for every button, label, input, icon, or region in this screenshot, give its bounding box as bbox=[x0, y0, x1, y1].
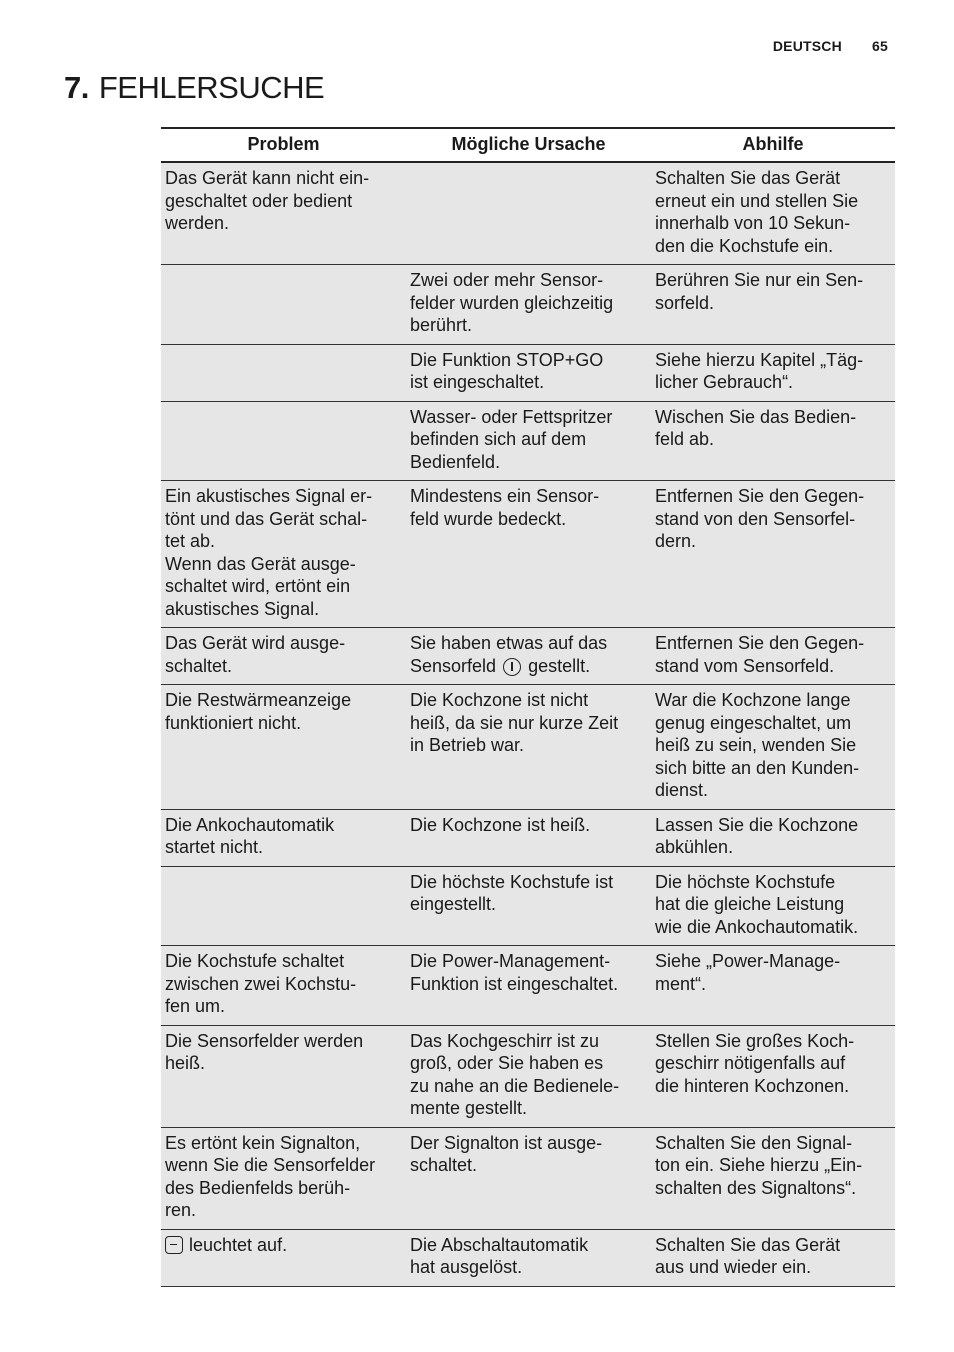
column-header-remedy: Abhilfe bbox=[651, 128, 895, 162]
table-row bbox=[161, 401, 895, 481]
table-row bbox=[161, 809, 895, 866]
cell-problem bbox=[161, 866, 406, 946]
table-row bbox=[161, 344, 895, 401]
cell-cause: Die Kochzone ist nicht heiß, da sie nur kurze Zeit in Betrieb war. bbox=[406, 685, 651, 810]
cell-remedy: Berühren Sie nur ein Sen- sorfeld. bbox=[651, 265, 895, 345]
table-row bbox=[161, 162, 895, 265]
cell-problem: Die Kochstufe schaltet zwischen zwei Kochstu- fen um. bbox=[161, 946, 406, 1026]
cell-cause: Die höchste Kochstufe ist eingestellt. bbox=[406, 866, 651, 946]
cell-cause: Die Kochzone ist heiß. bbox=[406, 809, 651, 866]
column-header-cause: Mögliche Ursache bbox=[406, 128, 651, 162]
cell-cause: Das Kochgeschirr ist zu groß, oder Sie haben es zu nahe an die Bedienele- mente gestellt. bbox=[406, 1025, 651, 1127]
cell-cause bbox=[406, 628, 651, 685]
cell-cause: Die Abschaltautomatik hat ausgelöst. bbox=[406, 1229, 651, 1286]
cause-text-before: Sie haben etwas auf das Sensorfeld bbox=[410, 633, 608, 676]
cell-remedy: Stellen Sie großes Koch- geschirr nötigenfalls auf die hinteren Kochzonen. bbox=[651, 1025, 895, 1127]
cell-problem: Das Gerät wird ausge- schaltet. bbox=[161, 628, 406, 685]
cell-problem bbox=[161, 401, 406, 481]
cell-problem: Ein akustisches Signal er- tönt und das Gerät schal- tet ab. Wenn das Gerät ausge- schaltet wird, ertönt ein akustisches Signal. bbox=[161, 481, 406, 628]
cell-remedy: Schalten Sie das Gerät erneut ein und stellen Sie innerhalb von 10 Sekun- den die Kochstufe ein. bbox=[651, 162, 895, 265]
page-title bbox=[64, 70, 324, 106]
cell-remedy: Entfernen Sie den Gegen- stand von den Sensorfel- dern. bbox=[651, 481, 895, 628]
power-symbol-icon bbox=[503, 658, 521, 676]
cell-problem: Das Gerät kann nicht ein- geschaltet oder bedient werden. bbox=[161, 162, 406, 265]
column-header-problem: Problem bbox=[161, 128, 406, 162]
cell-cause: Mindestens ein Sensor- feld wurde bedeckt. bbox=[406, 481, 651, 628]
page-number: 65 bbox=[872, 38, 888, 54]
cell-cause: Der Signalton ist ausge- schaltet. bbox=[406, 1127, 651, 1229]
cell-cause: Zwei oder mehr Sensor- felder wurden gleichzeitig berührt. bbox=[406, 265, 651, 345]
cell-remedy: Siehe hierzu Kapitel „Täg- licher Gebrauch“. bbox=[651, 344, 895, 401]
cell-remedy: Schalten Sie den Signal- ton ein. Siehe hierzu „Ein- schalten des Signaltons“. bbox=[651, 1127, 895, 1229]
cell-cause: Wasser- oder Fettspritzer befinden sich auf dem Bedienfeld. bbox=[406, 401, 651, 481]
minus-display-icon bbox=[165, 1236, 183, 1254]
table-row bbox=[161, 1127, 895, 1229]
cell-remedy: War die Kochzone lange genug eingeschaltet, um heiß zu sein, wenden Sie sich bitte an den Kunden- dienst. bbox=[651, 685, 895, 810]
cell-problem bbox=[161, 344, 406, 401]
cell-remedy: Siehe „Power-Manage- ment“. bbox=[651, 946, 895, 1026]
cell-problem: Die Ankochautomatik startet nicht. bbox=[161, 809, 406, 866]
problem-text-after: leuchtet auf. bbox=[189, 1234, 288, 1255]
cell-cause bbox=[406, 162, 651, 265]
section-number: 7. bbox=[64, 70, 89, 105]
cell-remedy: Lassen Sie die Kochzone abkühlen. bbox=[651, 809, 895, 866]
troubleshooting-table bbox=[161, 127, 895, 1287]
cell-cause: Die Power-Management- Funktion ist eingeschaltet. bbox=[406, 946, 651, 1026]
page-header bbox=[773, 38, 888, 54]
section-title: FEHLERSUCHE bbox=[98, 70, 325, 105]
table-row bbox=[161, 1025, 895, 1127]
cause-text-after: gestellt. bbox=[523, 655, 591, 676]
cell-remedy: Entfernen Sie den Gegen- stand vom Sensorfeld. bbox=[651, 628, 895, 685]
table-row bbox=[161, 685, 895, 810]
cell-remedy: Wischen Sie das Bedien- feld ab. bbox=[651, 401, 895, 481]
cell-remedy: Die höchste Kochstufe hat die gleiche Leistung wie die Ankochautomatik. bbox=[651, 866, 895, 946]
table-row bbox=[161, 265, 895, 345]
table-row bbox=[161, 866, 895, 946]
cell-problem bbox=[161, 1229, 406, 1286]
cell-cause: Die Funktion STOP+GO ist eingeschaltet. bbox=[406, 344, 651, 401]
table-header-row bbox=[161, 128, 895, 162]
table-row bbox=[161, 481, 895, 628]
cell-problem: Die Restwärmeanzeige funktioniert nicht. bbox=[161, 685, 406, 810]
table-row bbox=[161, 1229, 895, 1286]
cell-remedy: Schalten Sie das Gerät aus und wieder ein. bbox=[651, 1229, 895, 1286]
header-language: DEUTSCH bbox=[772, 38, 842, 54]
table-row bbox=[161, 946, 895, 1026]
cell-problem: Es ertönt kein Signalton, wenn Sie die Sensorfelder des Bedienfelds berüh- ren. bbox=[161, 1127, 406, 1229]
cell-problem bbox=[161, 265, 406, 345]
cell-problem: Die Sensorfelder werden heiß. bbox=[161, 1025, 406, 1127]
table-row bbox=[161, 628, 895, 685]
